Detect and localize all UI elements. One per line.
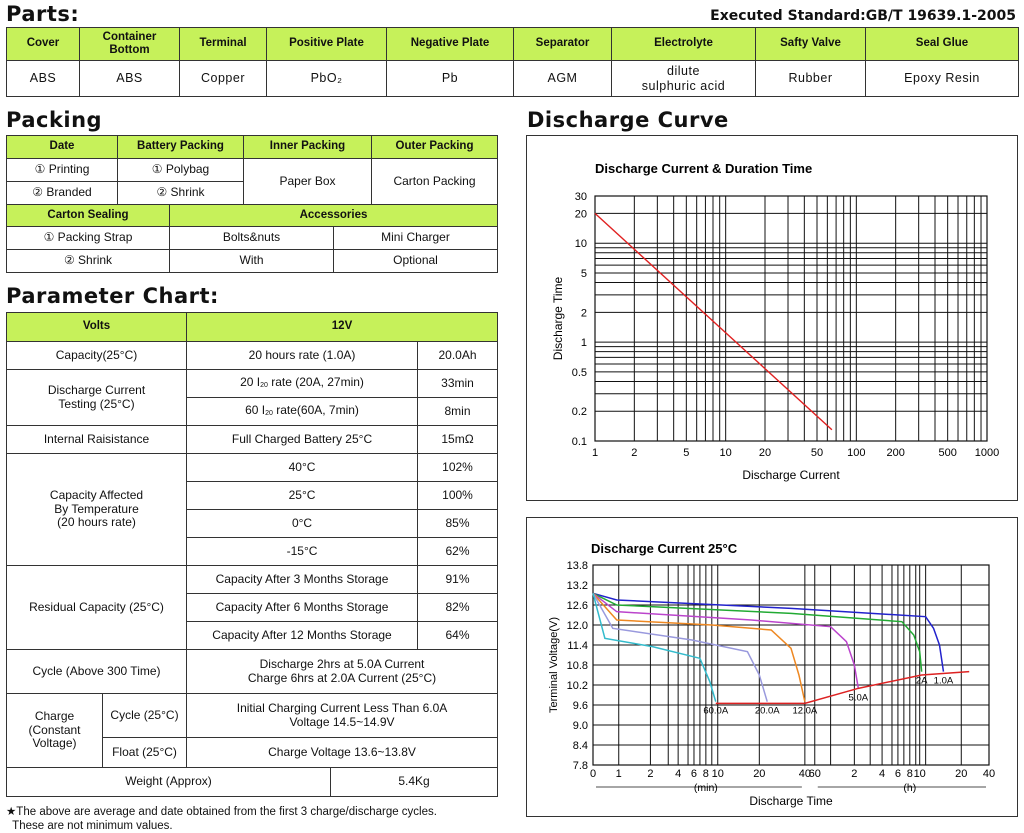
charge-float-value: Charge Voltage 13.6~13.8V xyxy=(187,738,498,768)
chart1-x-tick: 1 xyxy=(591,447,599,459)
chart2-y-tick: 10.2 xyxy=(566,680,588,692)
discharge-testing-label: Discharge Current Testing (25°C) xyxy=(7,370,187,426)
chart1-y-tick: 0.5 xyxy=(571,366,587,379)
chart2-y-tick: 9.0 xyxy=(572,720,588,732)
weight-value: 5.4Kg xyxy=(331,768,498,797)
chart1-x-tick: 1000 xyxy=(974,447,1000,459)
chart2-y-tick: 10.8 xyxy=(566,660,588,672)
chart1-x-tick: 10 xyxy=(719,447,732,459)
chart2-x-tick: 2 xyxy=(647,768,654,780)
chart2-y-tick: 12.0 xyxy=(566,620,588,632)
temperature-minus15: -15°C xyxy=(187,538,418,566)
chart2-x-tick: 10 xyxy=(913,768,926,780)
discharge-test-20-value: 33min xyxy=(418,370,498,398)
residual-12-months-value: 64% xyxy=(418,622,498,650)
executed-standard: Executed Standard:GB/T 19639.1-2005 xyxy=(710,8,1016,24)
chart2-series-line xyxy=(716,672,969,704)
temperature-25-value: 100% xyxy=(418,482,498,510)
chart2-x-tick: 10 xyxy=(711,768,724,780)
cycle-label: Cycle (Above 300 Time) xyxy=(7,650,187,694)
chart2-x-tick: 4 xyxy=(879,768,886,780)
parts-header-cover: Cover xyxy=(7,28,80,61)
residual-6-months-value: 82% xyxy=(418,594,498,622)
capacity-label: Capacity(25°C) xyxy=(7,342,187,370)
parameter-chart-title: Parameter Chart: xyxy=(6,284,219,308)
discharge-duration-svg xyxy=(527,136,1017,500)
chart1-x-tick: 20 xyxy=(758,447,772,459)
chart2-x-tick: 40 xyxy=(982,768,996,780)
chart2-x-tick: 40 xyxy=(798,768,811,780)
footnote-line-2: These are not minimum values. xyxy=(6,820,173,832)
accessory-charger-value: Optional xyxy=(334,250,498,273)
outer-packing-value: Carton Packing xyxy=(372,159,498,205)
temperature-40: 40°C xyxy=(187,454,418,482)
chart2-x-tick: 60 xyxy=(808,768,821,780)
chart1-plot-frame xyxy=(595,196,987,441)
sealing-shrink: ② Shrink xyxy=(7,250,170,273)
chart1-x-tick: 50 xyxy=(810,447,824,459)
parts-header-container-bottom: Container Bottom xyxy=(80,28,180,61)
parts-value-safety-valve: Rubber xyxy=(756,61,866,97)
charge-cycle-value: Initial Charging Current Less Than 6.0A Voltage 14.5~14.9V xyxy=(187,694,498,738)
accessory-mini-charger: Mini Charger xyxy=(334,227,498,250)
discharge-test-60-value: 8min xyxy=(418,398,498,426)
parts-value-negative-plate: Pb xyxy=(387,61,514,97)
chart1-y-tick: 30 xyxy=(574,191,587,203)
charge-cycle-label: Cycle (25°C) xyxy=(103,694,187,738)
chart2-y-tick: 11.4 xyxy=(567,640,588,652)
temperature-minus15-value: 62% xyxy=(418,538,498,566)
parts-value-seal-glue: Epoxy Resin xyxy=(866,61,1019,97)
temperature-0: 0°C xyxy=(187,510,418,538)
chart2-x-tick: 1 xyxy=(615,768,622,780)
parts-value-cover: ABS xyxy=(7,61,80,97)
residual-capacity-label: Residual Capacity (25°C) xyxy=(7,566,187,650)
chart2-y-tick: 12.6 xyxy=(566,600,588,612)
weight-label: Weight (Approx) xyxy=(7,768,331,797)
chart2-y-tick: 13.2 xyxy=(566,580,588,592)
parts-header-separator: Separator xyxy=(514,28,612,61)
residual-6-months: Capacity After 6 Months Storage xyxy=(187,594,418,622)
chart2-x-label: Discharge Time xyxy=(749,794,833,808)
cycle-value: Discharge 2hrs at 5.0A Current Charge 6hrs at 2.0A Current (25°C) xyxy=(187,650,498,694)
chart2-x-tick: 6 xyxy=(690,768,698,780)
chart2-x-tick: 6 xyxy=(894,768,901,780)
chart1-title: Discharge Current & Duration Time xyxy=(595,161,813,176)
charge-label: Charge (Constant Voltage) xyxy=(7,694,103,768)
discharge-test-60: 60 I20 rate(60A, 7min) xyxy=(187,398,418,426)
accessory-bolts: Bolts&nuts xyxy=(170,227,334,250)
chart2-x-tick: 8 xyxy=(702,768,709,780)
parts-header-electrolyte: Electrolyte xyxy=(612,28,756,61)
chart2-y-tick: 13.8 xyxy=(566,560,588,572)
temperature-0-value: 85% xyxy=(418,510,498,538)
packing-header-date: Date xyxy=(7,136,118,159)
parameter-table xyxy=(6,312,498,797)
accessory-bolts-value: With xyxy=(170,250,334,273)
chart1-y-tick: 20 xyxy=(574,208,587,221)
chart2-x-tick: 20 xyxy=(753,768,766,780)
chart2-y-tick: 9.6 xyxy=(572,700,588,712)
chart2-y-label: Terminal Voltage(V) xyxy=(548,617,560,713)
chart2-x-tick: 4 xyxy=(675,768,682,780)
packing-header-outer: Outer Packing xyxy=(372,136,498,159)
chart1-y-tick: 10 xyxy=(574,238,587,251)
chart2-series-label: 1.0A xyxy=(933,675,954,687)
chart1-y-tick: 0.2 xyxy=(571,406,587,419)
voltage-curve-chart xyxy=(526,517,1018,817)
residual-3-months: Capacity After 3 Months Storage xyxy=(187,566,418,594)
chart2-x-tick: 20 xyxy=(955,768,968,780)
parts-table xyxy=(6,27,1019,97)
battery-polybag: ① Polybag xyxy=(118,159,244,182)
chart1-y-tick: 5 xyxy=(580,267,587,280)
internal-resistance-label: Internal Raisistance xyxy=(7,426,187,454)
parts-value-terminal: Copper xyxy=(180,61,267,97)
packing-header-battery: Battery Packing xyxy=(118,136,244,159)
internal-resistance-condition: Full Charged Battery 25°C xyxy=(187,426,418,454)
inner-packing-value: Paper Box xyxy=(244,159,372,205)
chart2-series-label: 2A xyxy=(915,675,928,687)
parts-header-safety-valve: Safty Valve xyxy=(756,28,866,61)
chart2-series-label: 20.0A xyxy=(754,705,780,717)
temperature-40-value: 102% xyxy=(418,454,498,482)
parts-header-terminal: Terminal xyxy=(180,28,267,61)
chart1-x-label: Discharge Current xyxy=(742,468,840,482)
parts-value-separator: AGM xyxy=(514,61,612,97)
chart1-x-tick: 2 xyxy=(631,447,638,459)
sealing-packing-strap: ① Packing Strap xyxy=(7,227,170,250)
carton-sealing-header: Carton Sealing xyxy=(7,205,170,227)
battery-shrink: ② Shrink xyxy=(118,182,244,205)
parts-value-electrolyte: dilute sulphuric acid xyxy=(612,61,756,97)
date-printing: ① Printing xyxy=(7,159,118,182)
voltage-curve-svg xyxy=(527,518,1017,816)
chart2-series-label: 5.0A xyxy=(848,692,869,704)
internal-resistance-value: 15mΩ xyxy=(418,426,498,454)
packing-title: Packing xyxy=(6,108,103,132)
charge-float-label: Float (25°C) xyxy=(103,738,187,768)
chart2-x-tick: 2 xyxy=(851,768,858,780)
chart2-h-label: (h) xyxy=(903,782,917,794)
chart1-y-label: Discharge Time xyxy=(551,276,565,361)
chart2-min-label: (min) xyxy=(693,782,718,794)
capacity-condition: 20 hours rate (1.0A) xyxy=(187,342,418,370)
capacity-value: 20.0Ah xyxy=(418,342,498,370)
chart2-x-tick: 8 xyxy=(906,768,913,780)
chart2-series-line xyxy=(593,593,858,688)
accessories-header: Accessories xyxy=(170,205,498,227)
discharge-curve-title: Discharge Curve xyxy=(527,108,729,132)
footnote xyxy=(6,805,437,833)
sealing-table xyxy=(6,204,498,273)
chart1-y-tick: 2 xyxy=(580,307,587,320)
chart1-x-tick: 500 xyxy=(938,447,957,459)
packing-header-inner: Inner Packing xyxy=(244,136,372,159)
chart1-x-tick: 200 xyxy=(886,447,905,459)
parts-header-seal-glue: Seal Glue xyxy=(866,28,1019,61)
volts-value-header: 12V xyxy=(187,313,498,342)
chart1-x-tick: 100 xyxy=(847,447,866,459)
temperature-label: Capacity Affected By Temperature (20 hours rate) xyxy=(7,454,187,566)
chart1-x-tick: 5 xyxy=(683,447,690,459)
parts-title: Parts: xyxy=(6,2,80,26)
date-branded: ② Branded xyxy=(7,182,118,205)
discharge-test-20: 20 I20 rate (20A, 27min) xyxy=(187,370,418,398)
chart2-y-tick: 7.8 xyxy=(572,760,588,772)
temperature-25: 25°C xyxy=(187,482,418,510)
chart2-series-label: 60.0A xyxy=(703,705,729,717)
chart1-y-tick: 1 xyxy=(580,337,587,350)
chart2-title: Discharge Current 25°C xyxy=(591,541,738,556)
parts-value-positive-plate: PbO₂ xyxy=(267,61,387,97)
parts-header-positive-plate: Positive Plate xyxy=(267,28,387,61)
chart2-y-tick: 8.4 xyxy=(572,740,588,752)
residual-3-months-value: 91% xyxy=(418,566,498,594)
residual-12-months: Capacity After 12 Months Storage xyxy=(187,622,418,650)
parts-header-negative-plate: Negative Plate xyxy=(387,28,514,61)
chart2-series-label: 12.0A xyxy=(792,705,818,717)
volts-header: Volts xyxy=(7,313,187,342)
packing-table xyxy=(6,135,498,205)
chart1-y-tick: 0.1 xyxy=(571,436,587,448)
chart2-x-tick: 0 xyxy=(589,768,597,780)
parts-value-container-bottom: ABS xyxy=(80,61,180,97)
footnote-line-1: ★The above are average and date obtained from the first 3 charge/discharge cycles. xyxy=(6,806,437,818)
discharge-duration-chart xyxy=(526,135,1018,501)
